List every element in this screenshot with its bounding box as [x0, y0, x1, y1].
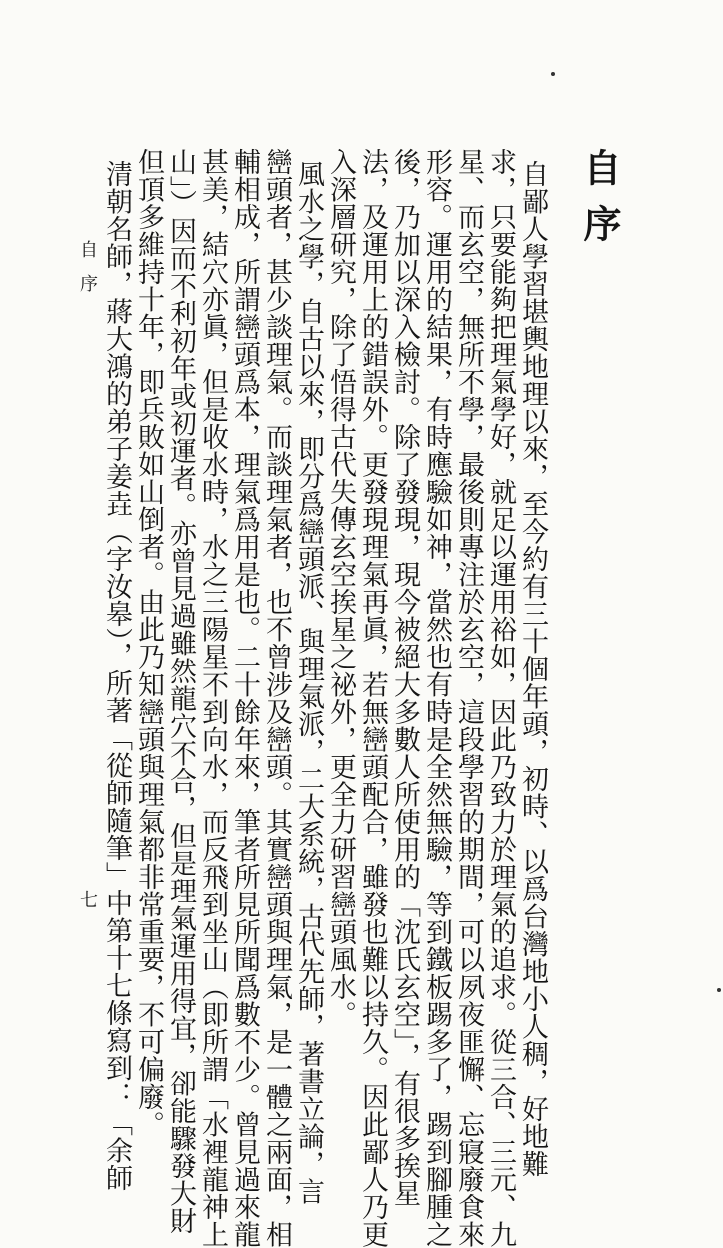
- text-column: 形容。運用的結果，有時應驗如神，當然也有時是全然無驗，等到鐵板踢多了，踢到腳腫之: [421, 148, 452, 1248]
- text-column: 法，及運用上的錯誤外。更發現理氣再眞，若無巒頭配合，雖發也難以持久。因此鄙人乃更: [357, 148, 388, 1248]
- running-head: 自序: [77, 240, 98, 308]
- text-column: 入深層研究，除了悟得古代失傳玄空挨星之祕外，更全力研習巒頭風水。: [325, 148, 356, 1028]
- text-column: 但頂多維持十年，即兵敗如山倒者。由此乃知巒頭與理氣都非常重要，不可偏廢。: [133, 148, 164, 1138]
- text-column: 求，只要能夠把理氣學好，就足以運用裕如，因此乃致力於理氣的追求。從三合、三元、九: [485, 148, 516, 1248]
- text-column: 山」）因而不利初年或初運者。亦曾見過雖然龍穴不合，但是理氣運用得宜，卻能驟發大財: [165, 148, 196, 1235]
- text-column: 自鄙人學習堪輿地理以來，至今約有三十個年頭，初時、以爲台灣地小人稠，好地難: [517, 160, 548, 1178]
- text-column: 清朝名師，蔣大鴻的弟子姜垚（字汝皋），所著「從師隨筆」中第十七條寫到：「余師: [101, 160, 132, 1192]
- page-number: 七: [80, 890, 98, 911]
- print-speck: [551, 72, 555, 76]
- text-column: 輔相成，所謂巒頭爲本，理氣爲用是也。二十餘年來，筆者所見所聞爲數不少。曾見過來龍: [229, 148, 260, 1248]
- print-speck: [717, 988, 721, 992]
- text-column: 甚美，結穴亦眞，但是收水時，水之三陽星不到向水，而反飛到坐山（即所謂「水裡龍神上: [197, 148, 228, 1248]
- text-column: 後，乃加以深入檢討。除了發現，現今被絕大多數人所使用的「沈氏玄空」，有很多挨星: [389, 148, 420, 1207]
- text-column: 星、而玄空，無所不學，最後則專注於玄空，這段學習的期間，可以夙夜匪懈、忘寢廢食來: [453, 148, 484, 1248]
- page-title: 自序: [577, 148, 622, 260]
- text-column: 巒頭者，甚少談理氣。而談理氣者，也不曾涉及巒頭。其實巒頭與理氣，是一體之兩面，相: [261, 148, 292, 1248]
- text-column: 風水之學，自古以來，即分爲巒頭派、與理氣派，二大系統，古代先師，著書立論，言: [293, 160, 324, 1205]
